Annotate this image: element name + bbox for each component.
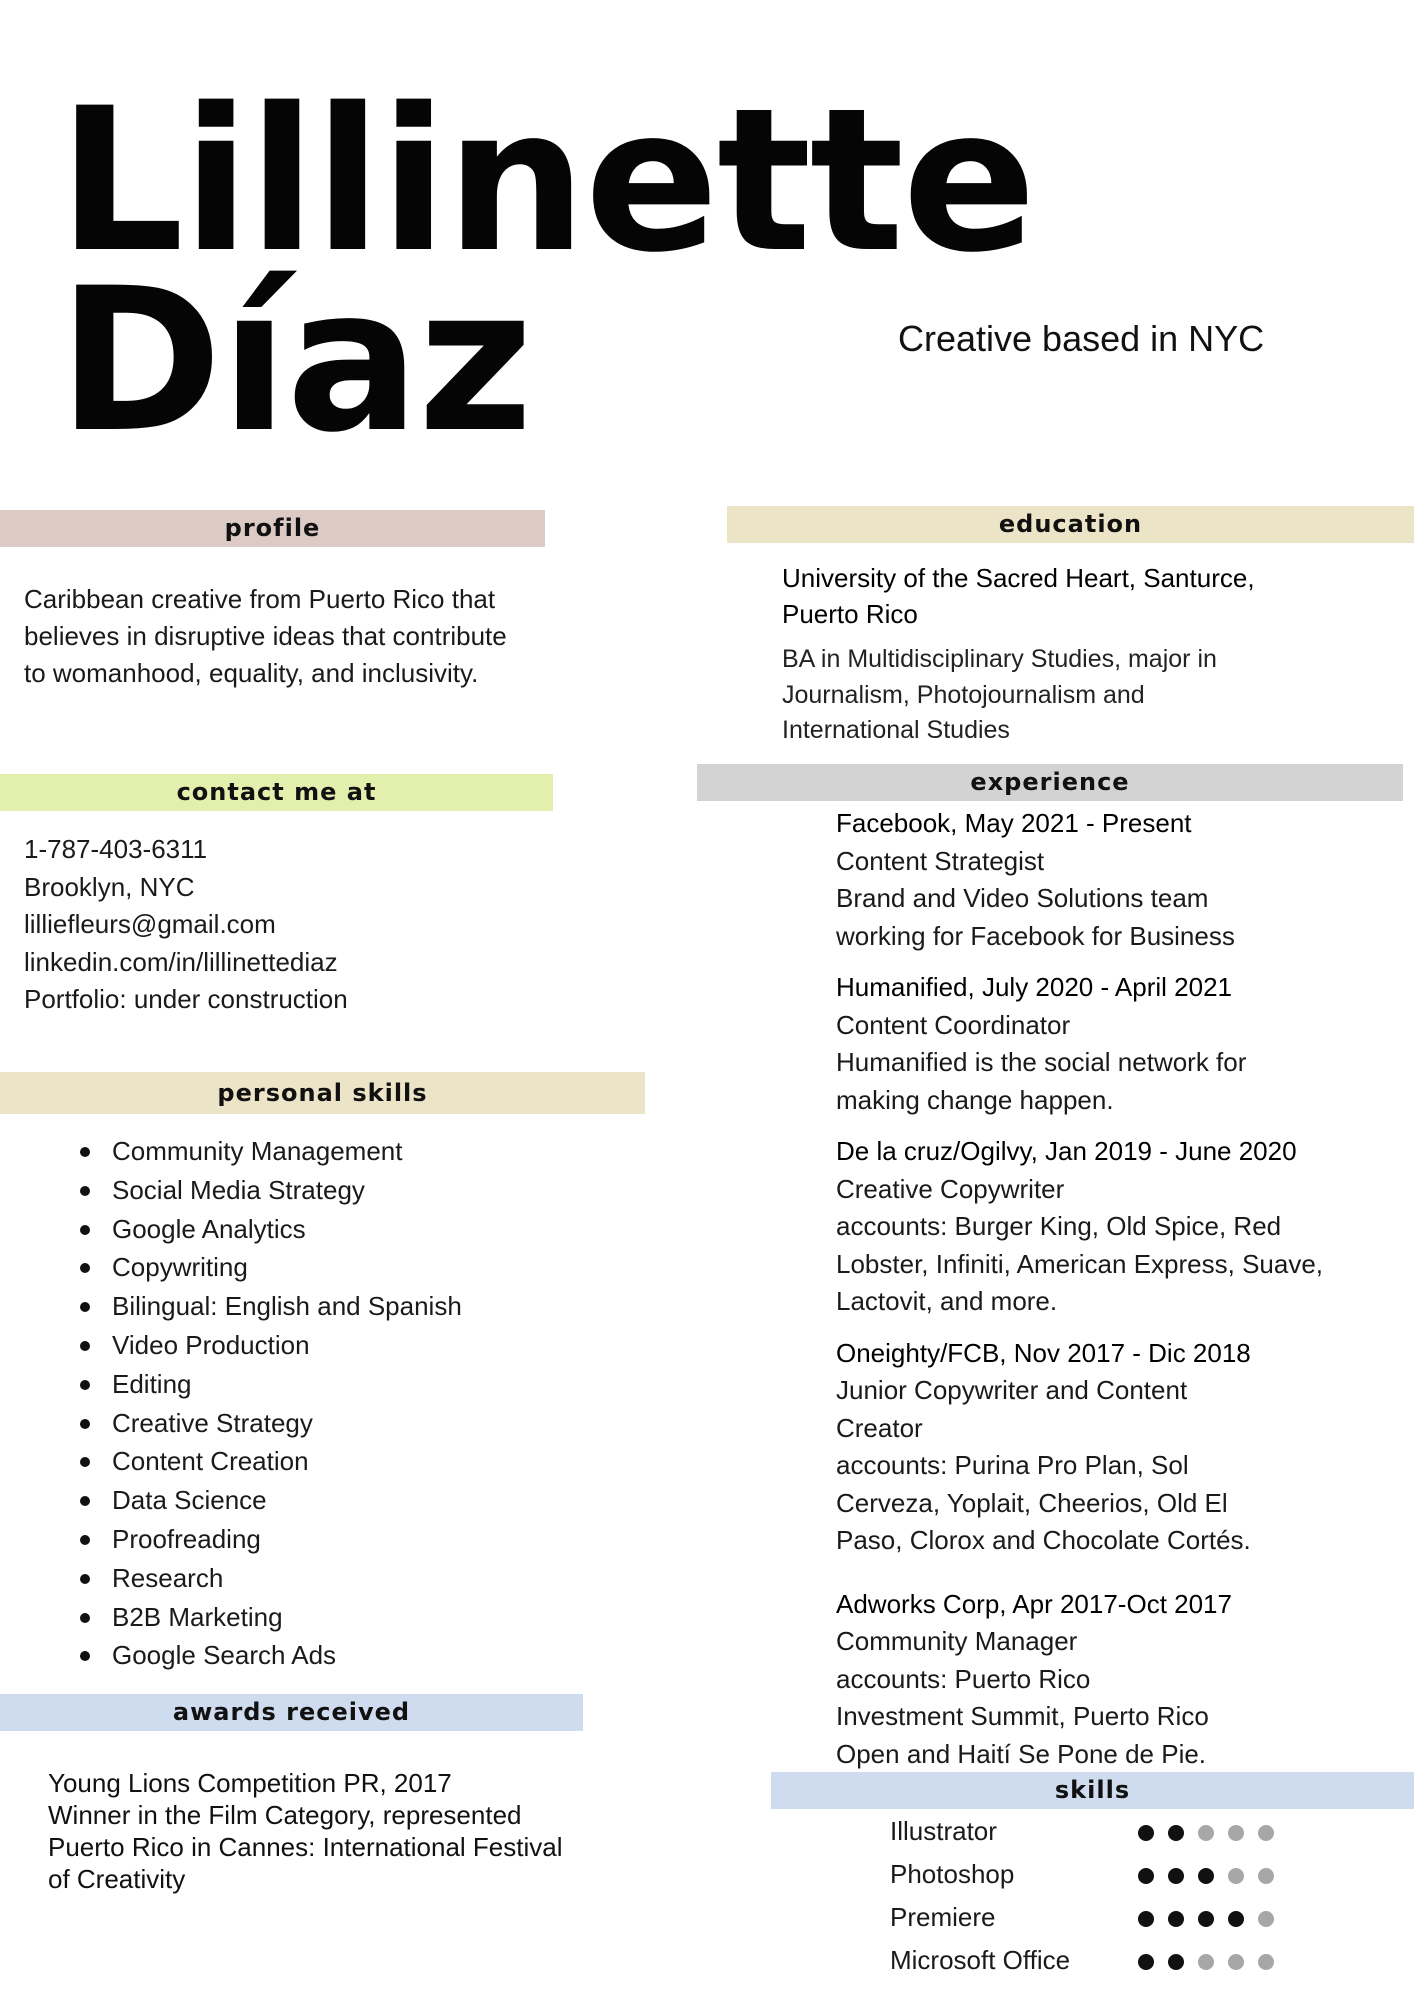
bullet-icon — [80, 1496, 90, 1506]
rating-dot-empty — [1228, 1825, 1244, 1841]
rating-dot-filled — [1228, 1911, 1244, 1927]
list-item: Data Science — [0, 1481, 600, 1520]
tagline: Creative based in NYC — [898, 318, 1265, 359]
job-title: Facebook, May 2021 - Present — [836, 808, 1192, 838]
job-line: accounts: Puerto Rico — [836, 1663, 1091, 1694]
rating-dot-empty — [1198, 1954, 1214, 1970]
phone-number: 1-787-403-6311 — [24, 834, 208, 864]
list-item: Proofreading — [0, 1520, 600, 1559]
skill-level — [1138, 1954, 1274, 1970]
job-line: Investment Summit, Puerto Rico — [836, 1701, 1209, 1731]
rating-dot-empty — [1228, 1954, 1244, 1970]
list-item: Video Production — [0, 1326, 600, 1365]
degree-text: BA in Multidisciplinary Studies, major in — [782, 645, 1217, 673]
job-line: Brand and Video Solutions team — [836, 883, 1209, 913]
bullet-icon — [80, 1419, 90, 1429]
job-line: Content Strategist — [836, 845, 1045, 876]
personal-skills-list — [0, 1132, 600, 1675]
bullet-icon — [80, 1457, 90, 1467]
bullet-icon — [80, 1574, 90, 1584]
bullet-icon — [80, 1341, 90, 1351]
skill-row — [890, 1810, 1390, 1853]
list-item: Research — [0, 1559, 600, 1598]
bullet-icon — [80, 1225, 90, 1235]
list-item: Copywriting — [0, 1248, 600, 1287]
skill-row — [890, 1853, 1390, 1896]
skill-name: Premiere — [890, 1902, 996, 1932]
job-title: De la cruz/Ogilvy, Jan 2019 - June 2020 — [836, 1136, 1297, 1166]
experience-list — [836, 805, 1396, 1787]
list-item: Bilingual: English and Spanish — [0, 1287, 600, 1326]
job-line: making change happen. — [836, 1084, 1114, 1115]
skill-name: Photoshop — [890, 1859, 1015, 1889]
job-entry — [836, 969, 1396, 1119]
job-entry — [836, 1586, 1396, 1774]
job-line: Creative Copywriter — [836, 1173, 1065, 1204]
list-item: B2B Marketing — [0, 1598, 600, 1637]
first-name: Lillinette — [58, 65, 1035, 296]
rating-dot-empty — [1258, 1954, 1274, 1970]
job-line: Lobster, Infiniti, American Express, Suave, — [836, 1248, 1324, 1279]
contact-info — [24, 831, 564, 1019]
job-line: Open and Haití Se Pone de Pie. — [836, 1738, 1207, 1769]
degree-text: Journalism, Photojournalism and — [782, 680, 1145, 709]
rating-dot-filled — [1138, 1825, 1154, 1841]
rating-dot-filled — [1138, 1868, 1154, 1884]
experience-heading: experience — [697, 764, 1403, 801]
job-title: Adworks Corp, Apr 2017-Oct 2017 — [836, 1588, 1232, 1619]
list-item: Community Management — [0, 1132, 600, 1171]
awards-text — [48, 1767, 608, 1895]
skill-level — [1138, 1825, 1274, 1841]
rating-dot-empty — [1258, 1911, 1274, 1927]
job-line: Humanified is the social network for — [836, 1047, 1247, 1077]
job-line: Paso, Clorox and Chocolate Cortés. — [836, 1525, 1251, 1555]
job-line: Junior Copywriter and Content — [836, 1375, 1188, 1405]
profile-text — [24, 581, 564, 692]
list-item: Creative Strategy — [0, 1404, 600, 1443]
skill-row — [890, 1939, 1390, 1982]
job-line: Community Manager — [836, 1626, 1078, 1656]
rating-dot-empty — [1228, 1868, 1244, 1884]
education-entry — [782, 560, 1382, 749]
award-line: Puerto Rico in Cannes: International Festival — [48, 1832, 563, 1862]
job-line: accounts: Purina Pro Plan, Sol — [836, 1450, 1189, 1480]
rating-dot-filled — [1168, 1911, 1184, 1927]
job-line: Creator — [836, 1412, 923, 1443]
bullet-icon — [80, 1186, 90, 1196]
rating-dot-empty — [1258, 1825, 1274, 1841]
list-item: Google Search Ads — [0, 1636, 600, 1675]
job-entry — [836, 1335, 1396, 1560]
rating-dot-filled — [1198, 1911, 1214, 1927]
rating-dot-filled — [1138, 1954, 1154, 1970]
rating-dot-filled — [1198, 1868, 1214, 1884]
job-title: Humanified, July 2020 - April 2021 — [836, 972, 1233, 1002]
list-item: Social Media Strategy — [0, 1171, 600, 1210]
job-line: accounts: Burger King, Old Spice, Red — [836, 1211, 1282, 1241]
job-line: Lactovit, and more. — [836, 1286, 1058, 1316]
bullet-icon — [80, 1263, 90, 1273]
list-item: Content Creation — [0, 1442, 600, 1481]
rating-dot-empty — [1258, 1868, 1274, 1884]
profile-line: believes in disruptive ideas that contribute — [24, 621, 507, 651]
linkedin-url: linkedin.com/in/lillinettediaz — [24, 946, 338, 977]
rating-dot-filled — [1168, 1868, 1184, 1884]
education-heading: education — [727, 506, 1414, 543]
job-title: Oneighty/FCB, Nov 2017 - Dic 2018 — [836, 1337, 1251, 1368]
email-address: lilliefleurs@gmail.com — [24, 909, 276, 939]
job-line: Content Coordinator — [836, 1009, 1071, 1040]
rating-dot-filled — [1168, 1954, 1184, 1970]
list-item: Editing — [0, 1365, 600, 1404]
job-line: Cerveza, Yoplait, Cheerios, Old El — [836, 1487, 1228, 1518]
skill-name: Microsoft Office — [890, 1945, 1071, 1975]
rating-dot-empty — [1198, 1825, 1214, 1841]
last-name: Díaz — [58, 245, 532, 476]
profile-line: Caribbean creative from Puerto Rico that — [24, 584, 496, 614]
school-name: Puerto Rico — [782, 599, 918, 629]
bullet-icon — [80, 1651, 90, 1661]
list-item: Google Analytics — [0, 1210, 600, 1249]
skill-name: Illustrator — [890, 1816, 997, 1846]
portfolio-note: Portfolio: under construction — [24, 984, 348, 1014]
bullet-icon — [80, 1302, 90, 1312]
award-line: Winner in the Film Category, represented — [48, 1800, 522, 1830]
personal-skills-heading: personal skills — [0, 1072, 645, 1114]
bullet-icon — [80, 1147, 90, 1157]
job-entry — [836, 1133, 1396, 1321]
bullet-icon — [80, 1380, 90, 1390]
school-name: University of the Sacred Heart, Santurce, — [782, 563, 1255, 593]
skills-ratings — [890, 1810, 1390, 1982]
job-entry — [836, 805, 1396, 955]
skill-level — [1138, 1868, 1274, 1884]
job-line: working for Facebook for Business — [836, 920, 1235, 951]
profile-heading: profile — [0, 510, 545, 547]
contact-heading: contact me at — [0, 774, 553, 811]
degree-text: International Studies — [782, 716, 1010, 744]
bullet-icon — [80, 1535, 90, 1545]
skill-row — [890, 1896, 1390, 1939]
profile-line: to womanhood, equality, and inclusivity. — [24, 658, 479, 688]
rating-dot-filled — [1168, 1825, 1184, 1841]
location: Brooklyn, NYC — [24, 871, 195, 902]
bullet-icon — [80, 1613, 90, 1623]
award-line: of Creativity — [48, 1864, 186, 1894]
awards-heading: awards received — [0, 1694, 583, 1731]
award-line: Young Lions Competition PR, 2017 — [48, 1768, 452, 1798]
skill-level — [1138, 1911, 1274, 1927]
skills-heading: skills — [771, 1772, 1414, 1809]
rating-dot-filled — [1138, 1911, 1154, 1927]
